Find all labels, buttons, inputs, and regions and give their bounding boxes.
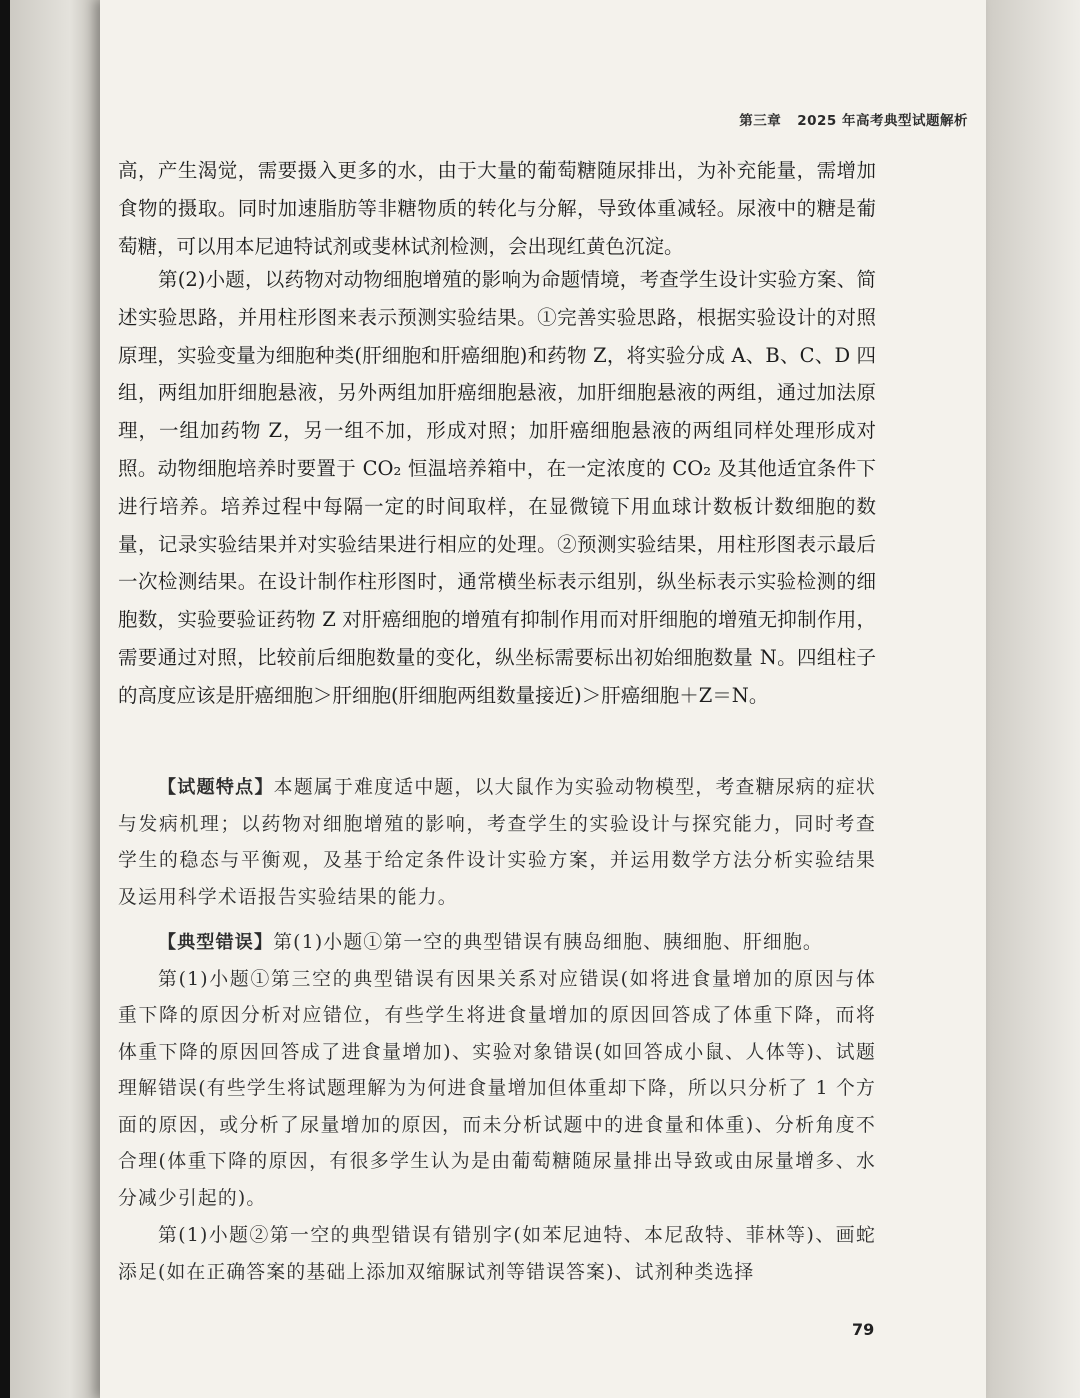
paragraph-continued: 高，产生渴觉，需要摄入更多的水，由于大量的葡萄糖随尿排出，为补充能量，需增加食物的摄取。同时加速脂肪等非糖物质的转化与分解，导致体重减轻。尿液中的糖是葡萄糖，可以用本尼迪特试剂或斐林试剂检测，会出现红黄色沉淀。	[118, 159, 876, 258]
right-background	[986, 0, 1080, 1398]
page-number: 79	[852, 1320, 875, 1339]
header-title: 2025 年高考典型试题解析	[797, 113, 968, 129]
text-block-4	[118, 925, 876, 1217]
paragraph-errors-detail: 第(1)小题①第三空的典型错误有因果关系对应错误(如将进食量增加的原因与体重下降的原因分析对应错位，有些学生将进食量增加的原因回答成了体重下降，而将体重下降的原因回答成了进食量增加)、实验对象错误(如回答成小鼠、人体等)、试题理解错误(有些学生将试题理解为为何进食量增加但体重却下降，所以只分析了 1 个方面的原因，或分析了尿量增加的原因，而未分析试题中的进食量和体重)、分析角度不合理(体重下降的原因，有很多学生认为是由葡萄糖随尿量排出导致或由尿量增多、水分减少引起的)。	[118, 968, 876, 1209]
text-block-5	[118, 1218, 876, 1291]
errors-label: 【典型错误】	[158, 932, 274, 953]
paragraph-errors-2: 第(1)小题②第一空的典型错误有错别字(如苯尼迪特、本尼敌特、菲林等)、画蛇添足(如在正确答案的基础上添加双缩脲试剂等错误答案)、试剂种类选择	[118, 1225, 876, 1283]
errors-text: 第(1)小题①第一空的典型错误有胰岛细胞、胰细胞、肝细胞。	[273, 932, 823, 953]
left-page-edge	[0, 0, 100, 1398]
running-header	[739, 109, 968, 129]
paragraph-features	[118, 770, 876, 916]
text-block-2	[118, 261, 876, 715]
header-chapter: 第三章	[739, 113, 782, 129]
paragraph-question-2: 第(2)小题，以药物对动物细胞增殖的影响为命题情境，考查学生设计实验方案、简述实验思路，并用柱形图来表示预测实验结果。①完善实验思路，根据实验设计的对照原理，实验变量为细胞种类(肝细胞和肝癌细胞)和药物 Z，将实验分成 A、B、C、D 四组，两组加肝细胞悬液，另外两组加肝癌细胞悬液，加肝细胞悬液的两组，通过加法原理，一组加药物 Z，另一组不加，形成对照；加肝癌细胞悬液的两组同样处理形成对照。动物细胞培养时要置于 CO₂ 恒温培养箱中，在一定浓度的 CO₂ 及其他适宜条件下进行培养。培养过程中每隔一定的时间取样，在显微镜下用血球计数板计数细胞的数量，记录实验结果并对实验结果进行相应的处理。②预测实验结果，用柱形图表示最后一次检测结果。在设计制作柱形图时，通常横坐标表示组别，纵坐标表示实验检测的细胞数，实验要验证药物 Z 对肝癌细胞的增殖有抑制作用而对肝细胞的增殖无抑制作用，需要通过对照，比较前后细胞数量的变化，纵坐标需要标出初始细胞数量 N。四组柱子的高度应该是肝癌细胞＞肝细胞(肝细胞两组数量接近)＞肝癌细胞＋Z＝N。	[118, 268, 876, 707]
features-text: 本题属于难度适中题，以大鼠作为实验动物模型，考查糖尿病的症状与发病机理；以药物对细胞增殖的影响，考查学生的实验设计与探究能力，同时考查学生的稳态与平衡观，及基于给定条件设计实验方案，并运用数学方法分析实验结果及运用科学术语报告实验结果的能力。	[118, 777, 877, 908]
text-block-3	[118, 770, 876, 916]
paragraph-errors	[118, 925, 876, 962]
text-block-1	[118, 152, 876, 265]
features-label: 【试题特点】	[158, 777, 274, 798]
